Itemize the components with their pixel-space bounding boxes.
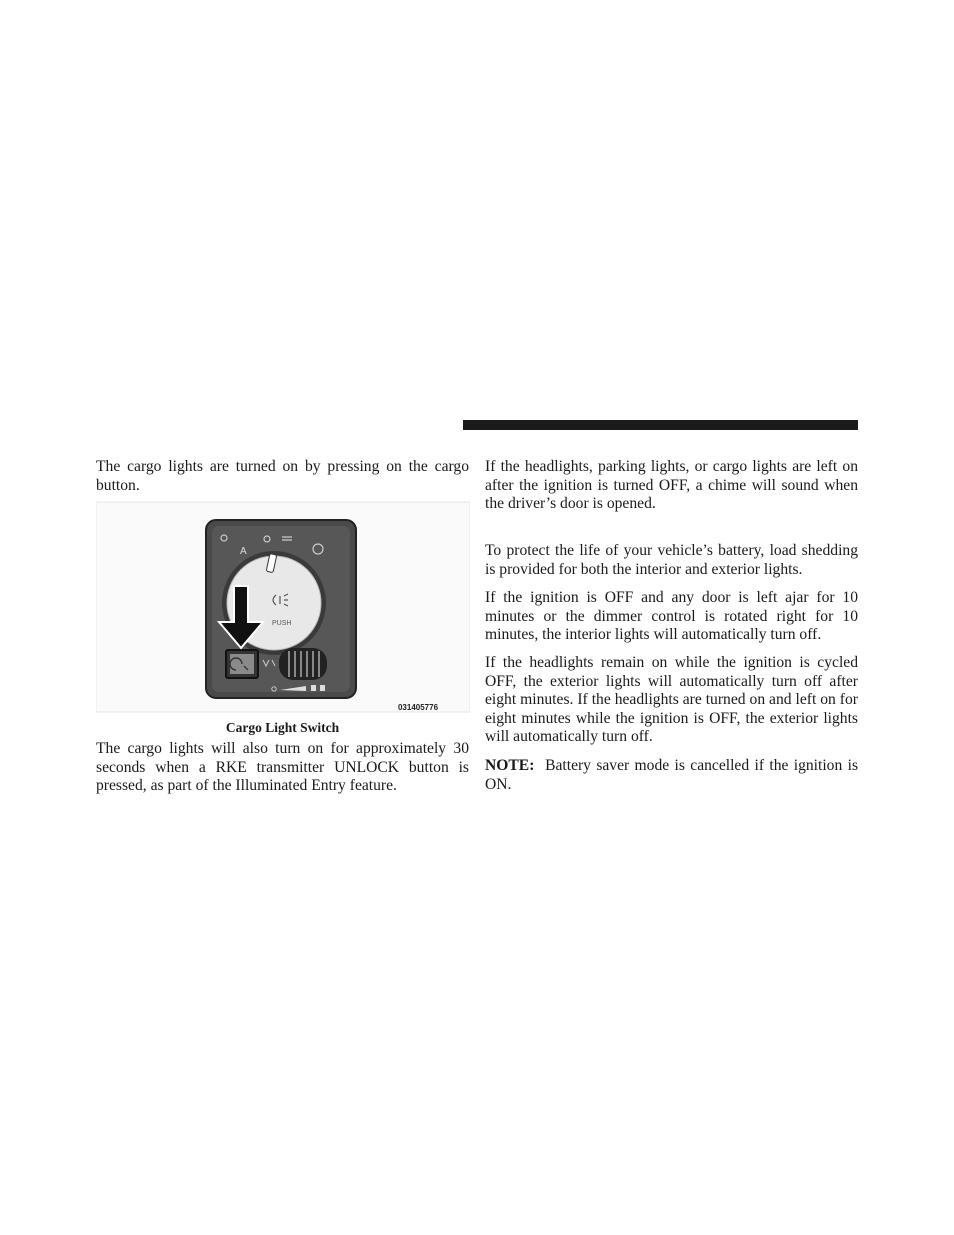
note-paragraph <box>485 757 858 794</box>
push-label: PUSH <box>272 620 292 627</box>
right-para-3: If the ignition is OFF and any door is left ajar for 10 minutes or the dimmer control is rotated right for 10 minutes, the interior lights will automatically turn off. <box>485 589 858 644</box>
right-para-2: To protect the life of your vehicle’s battery, load shedding is provided for both the interior and exterior lights. <box>485 542 858 578</box>
left-para-1: The cargo lights are turned on by pressing on the cargo button. <box>96 458 469 494</box>
right-para-1: If the headlights, parking lights, or cargo lights are left on after the ignition is turned OFF, a chime will sound when the driver’s door is opened. <box>485 458 858 513</box>
note-label: NOTE: <box>485 757 535 774</box>
right-para-4: If the headlights remain on while the ignition is cycled OFF, the exterior lights will automatically turn off after eight minutes. If the headlights are turned on and left on for eight minutes while the ignition is OFF, the exterior lights will automatically turn off. <box>485 654 858 746</box>
left-para-2: The cargo lights will also turn on for approximately 30 seconds when a RKE transmitter UNLOCK button is pressed, as part of the Illuminated Entry feature. <box>96 740 469 795</box>
section-header-rule <box>463 420 858 430</box>
auto-label: A <box>240 546 247 557</box>
figure-caption: Cargo Light Switch <box>225 720 340 735</box>
note-text: Battery saver mode is cancelled if the ignition is ON. <box>485 757 859 793</box>
image-code: 031405776 <box>397 703 439 712</box>
cargo-light-switch-figure <box>96 500 470 716</box>
